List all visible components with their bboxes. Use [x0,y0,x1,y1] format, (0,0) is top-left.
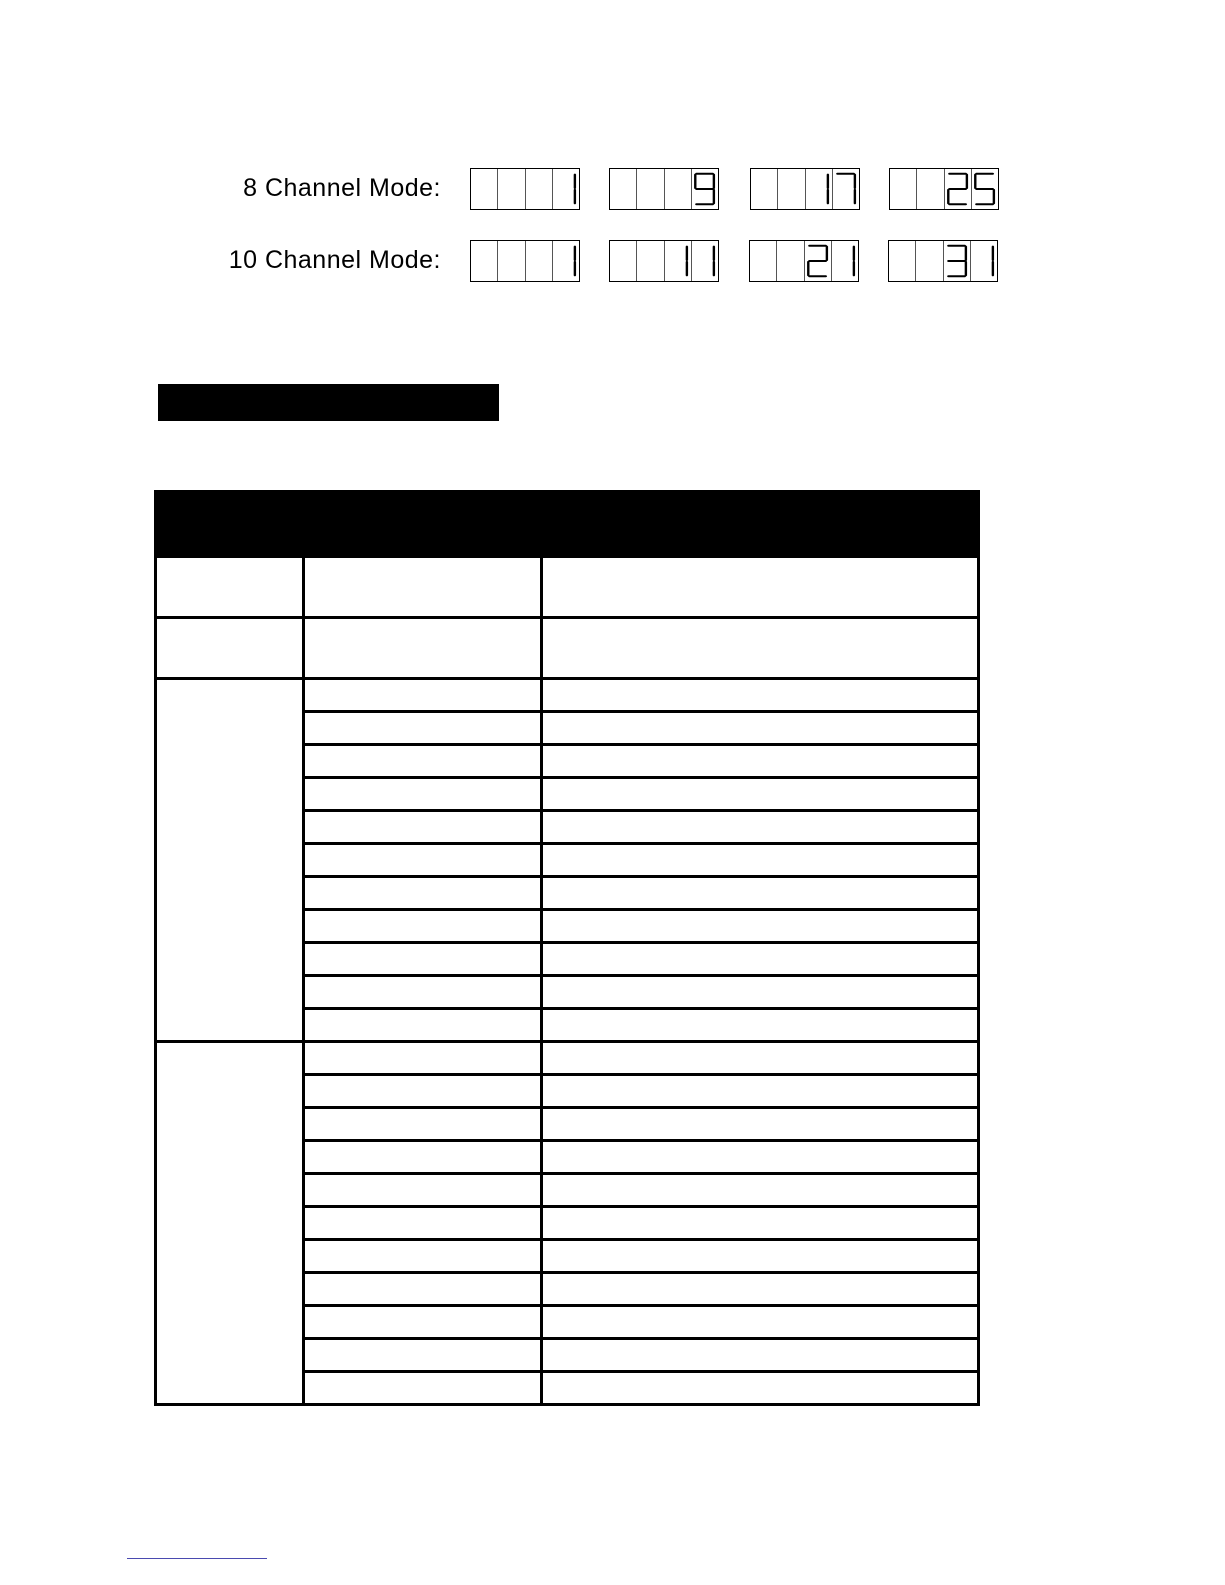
table-cell [542,1009,979,1042]
digit-cell [805,241,832,281]
seven-segment-digit [944,241,970,281]
table-cell [156,557,304,618]
seven-segment-digit [692,169,718,209]
digit-cell [944,241,971,281]
table-cell [304,1108,542,1141]
table-cell [304,1240,542,1273]
table-cell [304,1273,542,1306]
footer-link-underline [127,1558,267,1559]
table-cell [304,778,542,811]
table-row [156,1042,979,1075]
table-cell [542,1273,979,1306]
digit-cell [610,169,637,209]
display-3 [749,240,859,282]
header-cell [304,492,542,557]
digit-cell [692,241,718,281]
digit-cell [553,241,579,281]
table-cell [542,1372,979,1405]
digit-cell [971,241,997,281]
table-cell [542,1075,979,1108]
table-cell [542,844,979,877]
table-cell [304,1306,542,1339]
seven-segment-digit [805,241,831,281]
header-cell [542,492,979,557]
mode-label: 8 Channel Mode: [243,174,441,202]
seven-segment-digit [553,241,579,281]
table-row [156,557,979,618]
digit-cell [665,169,692,209]
table-cell [304,976,542,1009]
table-cell [304,712,542,745]
table-cell [542,1042,979,1075]
digit-cell [832,241,858,281]
digit-cell [553,169,579,209]
digit-cell [751,169,778,209]
table-cell [304,877,542,910]
digit-cell [692,169,718,209]
display-2 [609,240,719,282]
table-cell [304,1174,542,1207]
table-cell [304,844,542,877]
seven-segment-digit [945,169,971,209]
table-cell [542,910,979,943]
table-cell [542,557,979,618]
table-cell [304,1075,542,1108]
table-cell [304,557,542,618]
seven-segment-digit [833,169,859,209]
display-2 [609,168,719,210]
display-3 [750,168,860,210]
seven-segment-digit [553,169,579,209]
header-cell [156,492,304,557]
seven-segment-digit [806,169,832,209]
table-cell [304,618,542,679]
table-cell [304,1042,542,1075]
seven-segment-digit [665,241,691,281]
seven-segment-digit [832,241,858,281]
digit-cell [637,241,664,281]
table-cell [542,877,979,910]
table-row [156,618,979,679]
table-cell [304,1009,542,1042]
digit-cell [972,169,998,209]
table-cell [304,1372,542,1405]
display-4 [888,240,998,282]
digit-cell [610,241,637,281]
table-cell [542,943,979,976]
table-cell [542,745,979,778]
table-cell [304,1339,542,1372]
table-row [156,679,979,712]
dmx-channel-table [154,490,980,1406]
group-cell-2 [156,1042,304,1405]
table-cell [542,1174,979,1207]
digit-cell [471,169,498,209]
digit-cell [916,241,943,281]
table-header-row [156,492,979,557]
digit-cell [890,169,917,209]
table-cell [304,1141,542,1174]
table-cell [542,712,979,745]
table-cell [304,1207,542,1240]
digit-cell [945,169,972,209]
table-cell [542,1141,979,1174]
digit-cell [917,169,944,209]
digit-cell [471,241,498,281]
table-cell [542,811,979,844]
table-cell [542,976,979,1009]
display-4 [889,168,999,210]
table-cell [542,618,979,679]
group-cell-1 [156,679,304,1042]
table-cell [304,811,542,844]
table-cell [304,910,542,943]
digit-cell [833,169,859,209]
table-cell [542,1108,979,1141]
table-cell [542,1240,979,1273]
display-1 [470,240,580,282]
table-cell [542,1207,979,1240]
table-cell [542,778,979,811]
digit-cell [526,241,553,281]
table-cell [542,1306,979,1339]
digit-cell [806,169,833,209]
table-cell [542,1339,979,1372]
table-cell [542,679,979,712]
seven-segment-digit [972,169,998,209]
table-cell [304,745,542,778]
table-cell [304,943,542,976]
redacted-section-heading [158,384,499,421]
table-cell [156,618,304,679]
digit-cell [750,241,777,281]
mode-label: 10 Channel Mode: [228,246,441,274]
digit-cell [665,241,692,281]
digit-cell [637,169,664,209]
digit-cell [498,169,525,209]
digit-cell [778,169,805,209]
digit-cell [498,241,525,281]
display-1 [470,168,580,210]
table-cell [304,679,542,712]
seven-segment-digit [692,241,718,281]
digit-cell [526,169,553,209]
seven-segment-digit [971,241,997,281]
digit-cell [777,241,804,281]
digit-cell [889,241,916,281]
